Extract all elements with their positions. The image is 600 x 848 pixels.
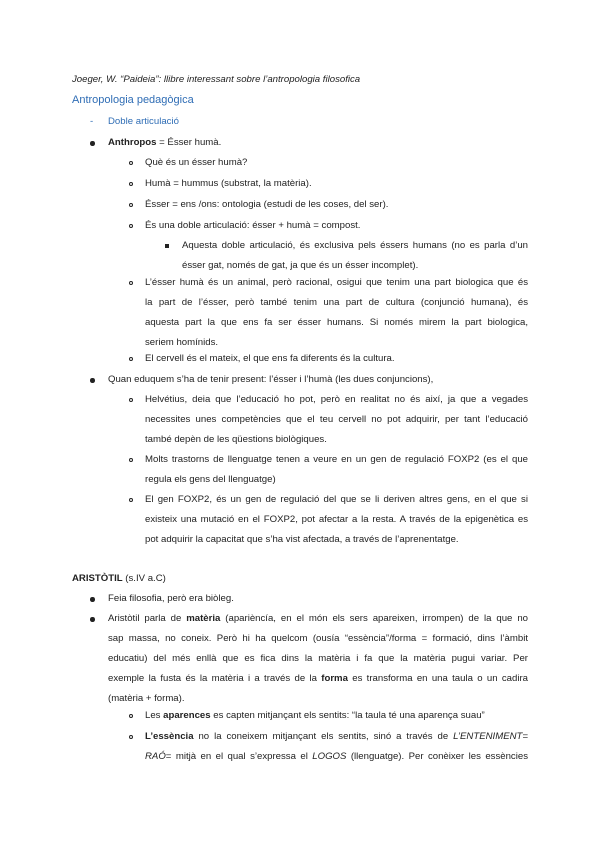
list-item-line: la part de l’ésser, però també tenim una part de cultura (conjunció humana), és bbox=[145, 297, 528, 308]
heading-sub: Doble articulació bbox=[108, 116, 179, 127]
list-item-line: El gen FOXP2, és un gen de regulació del que se li deriven altres gens, en el que si bbox=[145, 494, 528, 505]
list-item: Humà = hummus (substrat, la matèria). bbox=[145, 178, 312, 189]
text: exemple la fusta és la matèria i a través de la bbox=[108, 673, 322, 684]
circle-bullet-icon bbox=[129, 357, 133, 361]
list-item-line: aquesta part la que ens fa ser ésser humans. Si només mirem la part biologica, bbox=[145, 317, 528, 328]
term-enteniment: L’ENTENIMENT= bbox=[453, 731, 528, 742]
list-item-line: pot adquirir la capacitat que s’ha vist afectada, a través de l’aprenentatge. bbox=[145, 534, 459, 545]
list-item-line: necessites unes competències que el teu cervell no pot adquirir, per tant l’educació bbox=[145, 414, 528, 425]
list-item: És una doble articulació: ésser + humà = compost. bbox=[145, 220, 361, 231]
text: Les bbox=[145, 710, 164, 721]
list-item-line: Helvétius, deia que l’educació ho pot, però en realitat no és així, ja que a vegades bbox=[145, 394, 528, 405]
list-item-line bbox=[145, 751, 528, 763]
text: Aristòtil parla de bbox=[108, 613, 187, 624]
circle-bullet-icon bbox=[129, 281, 133, 285]
term-anthropos: Anthropos bbox=[108, 137, 157, 148]
term-essencia: L’essència bbox=[145, 731, 194, 742]
list-item: El cervell és el mateix, el que ens fa diferents és la cultura. bbox=[145, 353, 395, 364]
text: es capten mitjançant els sentits: “la taula té una aparença suau” bbox=[210, 710, 485, 721]
list-item-line: Molts trastorns de llenguatge tenen a veure en un gen de regulació FOXP2 (es el que bbox=[145, 454, 528, 465]
circle-bullet-icon bbox=[129, 161, 133, 165]
list-item-line: també depèn de les qüestions biològiques. bbox=[145, 434, 327, 445]
circle-bullet-icon bbox=[129, 398, 133, 402]
term-aparences: aparences bbox=[163, 710, 211, 721]
list-item: Què és un ésser humà? bbox=[145, 157, 248, 168]
list-item-line: ésser gat, només de gat, ja que és un ésser incomplet). bbox=[182, 260, 419, 271]
list-item: Ésser = ens /ons: ontologia (estudi de les coses, del ser). bbox=[145, 199, 389, 210]
list-item-line: L’ésser humà és un animal, però racional, osigui que tenim una part biologica que és bbox=[145, 277, 528, 288]
circle-bullet-icon bbox=[129, 735, 133, 739]
section-title bbox=[72, 573, 166, 585]
list-item bbox=[108, 137, 221, 149]
term-rao: RAÓ bbox=[145, 751, 166, 762]
bullet-icon bbox=[90, 617, 95, 622]
circle-bullet-icon bbox=[129, 224, 133, 228]
bullet-icon bbox=[90, 141, 95, 146]
section-title-name: ARISTÒTIL bbox=[72, 573, 123, 584]
circle-bullet-icon bbox=[129, 458, 133, 462]
reference-line: Joeger, W. “Paideia”: llibre interessant sobre l’antropologia filosofica bbox=[72, 74, 361, 85]
heading-main: Antropologia pedagògica bbox=[72, 94, 194, 106]
list-item-line bbox=[108, 673, 528, 685]
text: = Ésser humà. bbox=[156, 137, 222, 148]
bullet-icon bbox=[90, 597, 95, 602]
heading-sub-dash: - bbox=[90, 116, 94, 127]
list-item: Quan eduquem s’ha de tenir present: l’ésser i l’humà (les dues conjuncions), bbox=[108, 374, 434, 385]
text: (llenguatge). Per conèixer les essències bbox=[346, 751, 528, 762]
section-title-date: (s.IV a.C) bbox=[122, 573, 166, 584]
text: (aparièncía, en el món els sers apareixen, irrompen) de la que no bbox=[220, 613, 528, 624]
square-bullet-icon bbox=[165, 244, 169, 248]
circle-bullet-icon bbox=[129, 714, 133, 718]
text: no la coneixem mitjançant els sentits, sinó a través de bbox=[193, 731, 454, 742]
circle-bullet-icon bbox=[129, 498, 133, 502]
bullet-icon bbox=[90, 378, 95, 383]
list-item: Feia filosofia, però era biòleg. bbox=[108, 593, 234, 604]
list-item-line: Aquesta doble articulació, és exclusiva pels éssers humans (no es parla d’un bbox=[182, 240, 528, 251]
list-item bbox=[145, 710, 485, 722]
list-item-line: seriem homínids. bbox=[145, 337, 219, 348]
list-item-line: (matèria + forma). bbox=[108, 693, 185, 704]
list-item-line: regula els gens del llenguatge) bbox=[145, 474, 276, 485]
term-materia: matèria bbox=[186, 613, 221, 624]
list-item-line: sap massa, no coneix. Però hi ha quelcom (ousía “essència”/forma = formació, dins l’àmbit bbox=[108, 633, 528, 644]
list-item-line bbox=[108, 613, 528, 625]
circle-bullet-icon bbox=[129, 182, 133, 186]
list-item-line: educatiu) del més enllà que es fica dins la matèria i fa que la matèria pugui variar. Per bbox=[108, 653, 528, 664]
text: = mitjà en el qual s’expressa el bbox=[165, 751, 313, 762]
list-item-line: existeix una mutació en el FOXP2, pot afectar a la resta. A través de la epigenètica es bbox=[145, 514, 528, 525]
term-logos: LOGOS bbox=[312, 751, 347, 762]
circle-bullet-icon bbox=[129, 203, 133, 207]
text: es transforma en una taula o un cadira bbox=[347, 673, 528, 684]
term-forma: forma bbox=[321, 673, 348, 684]
list-item-line bbox=[145, 731, 528, 743]
